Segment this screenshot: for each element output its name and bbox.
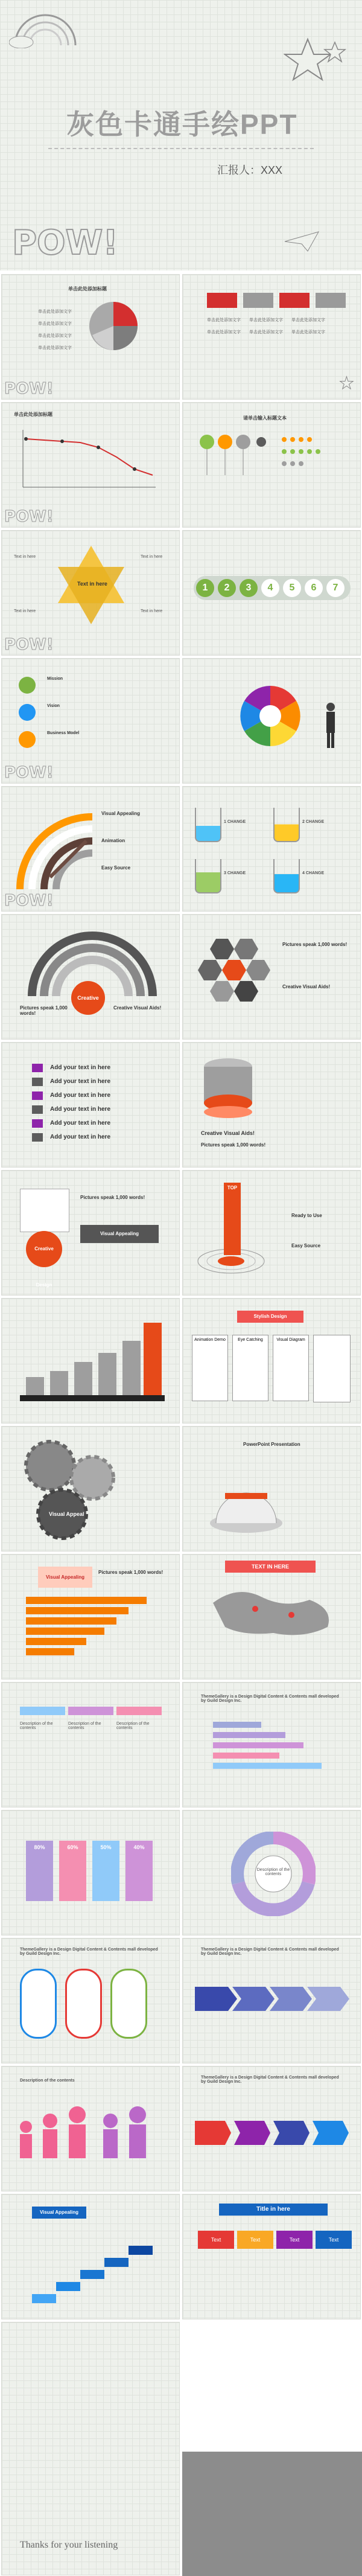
caption: Pictures speak 1,000 words! [20, 1005, 68, 1016]
text-panel [20, 1189, 69, 1232]
slide-3[interactable] [182, 274, 361, 400]
pow-lettering: POW! [4, 764, 54, 782]
slide-34[interactable] [1, 2322, 180, 2575]
caption: Easy Source [291, 1243, 321, 1248]
text-tile: Text [198, 2231, 234, 2249]
slide-5[interactable] [182, 402, 361, 528]
cell-text: Description of the contents [116, 1722, 150, 1730]
caption: ThemeGallery is a Design Digital Content & Contents mall developed by Guild Design Inc. [201, 1948, 339, 1956]
people-icons [279, 436, 346, 472]
number-4: 4 [261, 579, 279, 597]
glass-cup-blue [195, 808, 221, 842]
orange-circle: Creative Design [26, 1231, 62, 1267]
red-box [279, 293, 310, 308]
slide-15[interactable] [182, 1042, 361, 1168]
slide-12[interactable] [1, 914, 180, 1040]
thanks-text: Thanks for your listening [20, 2540, 118, 2550]
change-label: 3 CHANGE [224, 871, 246, 875]
cylinder-graphic [201, 1055, 255, 1121]
glass-cup-yellow [273, 808, 300, 842]
paper-plane-drawing [284, 229, 320, 254]
slide-18[interactable] [1, 1298, 180, 1424]
rainbow-drawing [9, 6, 81, 48]
center-caption: Description of the contents [256, 1868, 290, 1876]
card [313, 1335, 351, 1402]
feature-label: Easy Source [101, 865, 131, 871]
side-text: Text in here [141, 555, 163, 559]
cell-text: Description of the contents [20, 1722, 53, 1730]
card: Eye Catching [232, 1335, 268, 1401]
slide-19[interactable] [182, 1298, 361, 1424]
percent-column: 40% [125, 1841, 153, 1901]
slide-31[interactable] [182, 2066, 361, 2191]
slide-26[interactable] [1, 1810, 180, 1935]
slide-20[interactable] [1, 1426, 180, 1552]
card: Animation Demo [192, 1335, 228, 1401]
person-figure [322, 701, 340, 749]
change-label: 2 CHANGE [302, 820, 325, 824]
gauge [20, 1969, 57, 2039]
text-banner: TEXT IN HERE [225, 1561, 316, 1573]
slide-9[interactable] [182, 658, 361, 784]
gears-graphic [14, 1436, 135, 1544]
star-drawing [284, 36, 350, 85]
side-text: Text in here [14, 555, 36, 559]
number-2: 2 [218, 579, 236, 597]
caption: Description of the contents [20, 2079, 75, 2083]
slide-25[interactable] [182, 1682, 361, 1807]
cover-author: 汇报人：XXX [217, 164, 283, 176]
gray-box [243, 293, 273, 308]
legend-item: 单击此处添加文字 [38, 322, 72, 326]
caption: ThemeGallery is a Design Digital Content & Contents mall developed by Guild Design Inc. [20, 1948, 158, 1956]
slide-21[interactable] [182, 1426, 361, 1552]
list-item: Add your text in here [50, 1064, 111, 1071]
gray-box [316, 293, 346, 308]
vision-label: Vision [47, 704, 60, 708]
pow-lettering: POW! [12, 223, 118, 263]
caption: 单击此处添加文字 [207, 318, 241, 322]
slide-title: 请单击输入标题文本 [243, 415, 287, 421]
list-item: Add your text in here [50, 1092, 111, 1099]
star-icon: ★ [338, 374, 354, 392]
arrow-flow [195, 1975, 352, 2035]
slide-7[interactable] [182, 530, 361, 656]
empty-gray-panel [182, 2452, 362, 2576]
pow-lettering: POW! [4, 508, 54, 526]
caption: PowerPoint Presentation [243, 1442, 300, 1447]
text-tile: Text [316, 2231, 352, 2249]
column-header-pink [116, 1707, 162, 1715]
legend-item: 单击此处添加文字 [38, 334, 72, 338]
quarter-rainbow [14, 811, 98, 895]
cover-slide[interactable] [0, 0, 362, 270]
gauge [65, 1969, 102, 2039]
slide-24[interactable] [1, 1682, 180, 1807]
slide-14[interactable] [1, 1042, 180, 1168]
gear-label: Visual Appeal [49, 1511, 84, 1517]
text-tile: Text [237, 2231, 273, 2249]
slide-4[interactable] [1, 402, 180, 528]
feature-label: Visual Appealing [101, 811, 141, 816]
list-item: Add your text in here [50, 1120, 111, 1127]
column-header-purple [68, 1707, 113, 1715]
bullet-box [32, 1064, 43, 1072]
slide-title: 单击此处添加标题 [68, 286, 107, 292]
percent-column: 60% [59, 1841, 86, 1901]
business-label: Business Model [47, 731, 80, 735]
caption: Pictures speak 1,000 words! [201, 1142, 266, 1148]
bullet-box [32, 1133, 43, 1142]
creative-circle: Creative [71, 981, 105, 1015]
slide-2[interactable] [1, 274, 180, 400]
number-1: 1 [196, 579, 214, 597]
caption: 单击此处添加文字 [291, 318, 325, 322]
pie-chart [86, 299, 141, 353]
caption: 单击此处添加文字 [207, 330, 241, 334]
percent-column: 80% [26, 1841, 53, 1901]
slide-32[interactable] [1, 2194, 180, 2319]
slide-27[interactable] [182, 1810, 361, 1935]
caption: ThemeGallery is a Design Digital Content & Contents mall developed by Guild Design Inc. [201, 1695, 339, 1703]
horizontal-bars [14, 1594, 171, 1666]
number-7: 7 [326, 579, 345, 597]
pow-lettering: POW! [4, 892, 54, 910]
mission-label: Mission [47, 677, 63, 681]
steps-diagram [195, 2103, 352, 2163]
caption: 单击此处添加文字 [249, 330, 283, 334]
legend-item: 单击此处添加文字 [38, 346, 72, 350]
slide-33[interactable] [182, 2194, 361, 2319]
pow-lettering: POW! [4, 636, 54, 654]
dome-graphic [207, 1481, 285, 1535]
list-item: Add your text in here [50, 1106, 111, 1113]
world-map [201, 1579, 346, 1651]
bullet-box [32, 1105, 43, 1114]
title-divider [48, 148, 314, 149]
number-5: 5 [283, 579, 301, 597]
slide-10[interactable] [1, 786, 180, 912]
bullet-box [32, 1119, 43, 1128]
caption: Creative Visual Aids! [113, 1005, 162, 1011]
line-chart [20, 427, 159, 493]
slide-8[interactable] [1, 658, 180, 784]
column-header-blue [20, 1707, 65, 1715]
slide-29[interactable] [182, 1938, 361, 2063]
cover-title: 灰色卡通手绘PPT [66, 109, 298, 140]
header-box: Visual Appealing [32, 2207, 86, 2219]
title-banner: Title in here [219, 2204, 328, 2216]
caption: 单击此处添加文字 [291, 330, 325, 334]
business-circle [19, 731, 36, 748]
slide-11[interactable] [182, 786, 361, 912]
side-text: Text in here [141, 609, 163, 613]
center-text: Text in here [77, 581, 107, 587]
header-tab: Stylish Design [237, 1311, 303, 1323]
pins-graphic [195, 430, 267, 478]
list-item: Add your text in here [50, 1078, 111, 1085]
gauge [110, 1969, 147, 2039]
slide-17[interactable] [182, 1170, 361, 1296]
slide-16[interactable] [1, 1170, 180, 1296]
slide-13[interactable] [182, 914, 361, 1040]
hexagon-cluster [195, 933, 273, 1011]
horizontal-bar-chart [207, 1719, 340, 1791]
caption: Pictures speak 1,000 words! [98, 1570, 164, 1575]
slide-6[interactable] [1, 530, 180, 656]
slide-28[interactable] [1, 1938, 180, 2063]
mission-circle [19, 677, 36, 694]
bullet-box [32, 1078, 43, 1086]
list-item: Add your text in here [50, 1134, 111, 1140]
bullet-box [32, 1091, 43, 1100]
slide-22[interactable] [1, 1554, 180, 1680]
slide-title: 单击此处添加标题 [14, 412, 52, 417]
feature-label: Animation [101, 838, 125, 843]
people-chart [14, 2091, 171, 2163]
segment-wheel [237, 683, 303, 749]
side-text: Text in here [14, 609, 36, 613]
vision-circle [19, 704, 36, 721]
number-6: 6 [305, 579, 323, 597]
change-label: 1 CHANGE [224, 820, 246, 824]
bar-3d-chart [20, 1317, 165, 1401]
caption: Pictures speak 1,000 words! [282, 942, 348, 947]
glass-cup-green [195, 859, 221, 893]
percent-column: 50% [92, 1841, 119, 1901]
glass-cup-blue-2 [273, 859, 300, 893]
cell-text: Description of the contents [68, 1722, 101, 1730]
caption: Ready to Use [291, 1213, 322, 1218]
visual-banner: Visual Appealing [80, 1225, 159, 1243]
slide-30[interactable] [1, 2066, 180, 2191]
caption: Creative Visual Aids! [201, 1130, 255, 1136]
legend-item: 单击此处添加文字 [38, 310, 72, 314]
header-box: Visual Appealing [38, 1567, 92, 1588]
stair-chart [20, 2225, 165, 2309]
change-label: 4 CHANGE [302, 871, 325, 875]
text-tile: Text [276, 2231, 313, 2249]
caption: ThemeGallery is a Design Digital Content & Contents mall developed by Guild Design Inc. [201, 2076, 339, 2084]
number-3: 3 [240, 579, 258, 597]
top-pillar: TOP [224, 1183, 241, 1255]
pow-lettering: POW! [4, 380, 54, 398]
caption: Pictures speak 1,000 words! [80, 1195, 145, 1200]
red-box [207, 293, 237, 308]
slide-23[interactable] [182, 1554, 361, 1680]
caption: Creative Visual Aids! [282, 984, 331, 989]
caption: 单击此处添加文字 [249, 318, 283, 322]
card: Visual Diagram [273, 1335, 309, 1401]
